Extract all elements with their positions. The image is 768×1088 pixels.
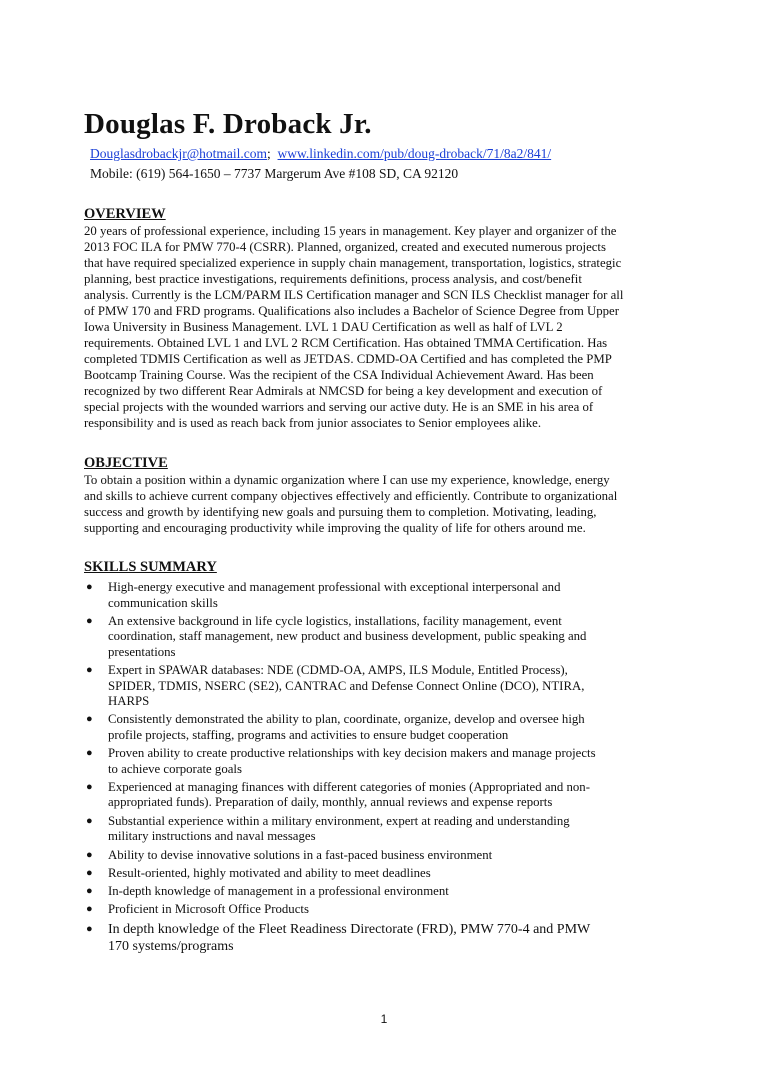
skill-text-line: coordination, staff management, new product and business development, public speaking and bbox=[108, 629, 587, 644]
text-line: Bootcamp Training Course. Was the recipient of the CSA Individual Achievement Award. Has been bbox=[84, 368, 594, 382]
skill-text-line: to achieve corporate goals bbox=[108, 761, 242, 776]
text-line: recognized by two different Rear Admirals at NMCSD for being a key development and execution of bbox=[84, 384, 603, 398]
bullet-icon: ● bbox=[86, 814, 93, 827]
bullet-icon: ● bbox=[86, 713, 93, 726]
skill-item bbox=[84, 814, 684, 845]
skill-item bbox=[84, 614, 684, 661]
bullet-icon: ● bbox=[86, 885, 93, 898]
skill-text-line: Consistently demonstrated the ability to plan, coordinate, organize, develop and oversee high bbox=[108, 712, 585, 727]
skill-text-line: Result-oriented, highly motivated and ability to meet deadlines bbox=[108, 865, 431, 880]
email-link[interactable]: Douglasdrobackjr@hotmail.com bbox=[90, 146, 268, 161]
skill-item bbox=[84, 712, 684, 743]
overview-section bbox=[84, 206, 684, 431]
objective-section bbox=[84, 455, 684, 536]
skill-text-line: 170 systems/programs bbox=[108, 938, 234, 954]
mobile-address-line: Mobile: (619) 564-1650 – 7737 Margerum Ave #108 SD, CA 92120 bbox=[90, 166, 459, 181]
skill-item bbox=[84, 902, 684, 918]
skill-text-line: Substantial experience within a military environment, expert at reading and understanding bbox=[108, 813, 570, 828]
skill-text-line: High-energy executive and management professional with exceptional interpersonal and bbox=[108, 580, 561, 594]
skills-section bbox=[84, 559, 684, 958]
skill-text-line: In-depth knowledge of management in a professional environment bbox=[108, 884, 449, 899]
skill-item bbox=[84, 746, 684, 777]
bullet-icon: ● bbox=[86, 747, 93, 760]
skills-heading: SKILLS SUMMARY bbox=[84, 559, 217, 575]
text-line: 20 years of professional experience, including 15 years in management. Key player and organizer of the bbox=[84, 224, 617, 238]
skill-item bbox=[84, 848, 684, 864]
skill-text-line: military instructions and naval messages bbox=[108, 829, 316, 844]
text-line: 2013 FOC ILA for PMW 770-4 (CSRR). Planned, organized, created and executed numerous projects bbox=[84, 240, 606, 254]
skill-text-line: communication skills bbox=[108, 595, 218, 610]
text-line: that have required specialized experience in supply chain management, transportation, logistics, strategic bbox=[84, 256, 622, 270]
candidate-name: Douglas F. Droback Jr. bbox=[84, 108, 372, 140]
skill-text-line: Ability to devise innovative solutions in a fast-paced business environment bbox=[108, 847, 493, 862]
bullet-icon: ● bbox=[86, 780, 93, 793]
skill-text-line: profile projects, staffing, programs and activities to ensure budget cooperation bbox=[108, 727, 509, 742]
overview-heading: OVERVIEW bbox=[84, 206, 166, 222]
skill-item bbox=[84, 580, 684, 611]
skill-text-line: Proficient in Microsoft Office Products bbox=[108, 902, 309, 917]
skill-item bbox=[84, 884, 684, 900]
skills-list bbox=[84, 580, 684, 955]
objective-text bbox=[84, 472, 684, 536]
skill-item bbox=[84, 780, 684, 811]
text-line: responsibility and is used as reach back from junior associates to Senior employees alike. bbox=[84, 416, 542, 430]
skill-text-line: appropriated funds). Preparation of daily, monthly, annual reviews and expense reports bbox=[108, 795, 553, 810]
contact-separator: ; bbox=[267, 146, 271, 161]
bullet-icon: ● bbox=[86, 848, 93, 861]
bullet-icon: ● bbox=[86, 581, 93, 593]
skill-text-line: SPIDER, TDMIS, NSERC (SE2), CANTRAC and Defense Connect Online (DCO), NTIRA, bbox=[108, 678, 585, 693]
contact-links bbox=[90, 146, 551, 162]
text-line: Iowa University in Business Management. LVL 1 DAU Certification as well as half of LVL 2 bbox=[84, 320, 563, 334]
text-line: special projects with the wounded warriors and serving our active duty. He is an SME in his area of bbox=[84, 400, 594, 414]
skill-text-line: HARPS bbox=[108, 694, 150, 709]
text-line: of PMW 170 and FRD programs. Qualifications also includes a Bachelor of Science Degree from Upper bbox=[84, 304, 619, 318]
text-line: completed TDMIS Certification as well as JETDAS. CDMD-OA Certified and has completed the PMP bbox=[84, 352, 612, 366]
skill-item bbox=[84, 921, 684, 955]
bullet-icon: ● bbox=[86, 614, 93, 627]
text-line: supporting and encouraging productivity while improving the quality of life for others around me. bbox=[84, 521, 586, 535]
skill-text-line: In depth knowledge of the Fleet Readiness Directorate (FRD), PMW 770-4 and PMW bbox=[108, 921, 591, 937]
text-line: requirements. Obtained LVL 1 and LVL 2 RCM Certification. Has obtained TMMA Certification. Has bbox=[84, 336, 608, 350]
overview-text bbox=[84, 223, 684, 431]
page-number: 1 bbox=[380, 1012, 388, 1026]
bullet-icon: ● bbox=[86, 664, 93, 677]
bullet-icon: ● bbox=[86, 922, 93, 935]
skill-text-line: Proven ability to create productive relationships with key decision makers and manage projects bbox=[108, 746, 596, 761]
text-line: To obtain a position within a dynamic organization where I can use my experience, knowledge, energy bbox=[84, 473, 610, 487]
text-line: planning, best practice investigations, requirements definitions, process analysis, and cost/benefit bbox=[84, 272, 582, 286]
objective-heading: OBJECTIVE bbox=[84, 455, 168, 471]
text-line: and skills to achieve current company objectives effectively and efficiently. Contribute to organizational bbox=[84, 489, 618, 503]
linkedin-link[interactable]: www.linkedin.com/pub/doug-droback/71/8a2/841/ bbox=[277, 146, 552, 161]
skill-text-line: presentations bbox=[108, 644, 176, 659]
skill-item bbox=[84, 663, 684, 710]
skill-text-line: An extensive background in life cycle logistics, installations, facility management, event bbox=[108, 613, 562, 628]
skill-text-line: Experienced at managing finances with different categories of monies (Appropriated and non- bbox=[108, 779, 590, 794]
skill-text-line: Expert in SPAWAR databases: NDE (CDMD-OA, AMPS, ILS Module, Entitled Process), bbox=[108, 663, 568, 678]
skill-item bbox=[84, 866, 684, 882]
text-line: analysis. Currently is the LCM/PARM ILS Certification manager and SCN ILS Checklist manager for all bbox=[84, 288, 624, 302]
bullet-icon: ● bbox=[86, 903, 93, 916]
bullet-icon: ● bbox=[86, 866, 93, 879]
text-line: success and growth by identifying new goals and pursuing them to completion. Motivating, leading, bbox=[84, 505, 597, 519]
